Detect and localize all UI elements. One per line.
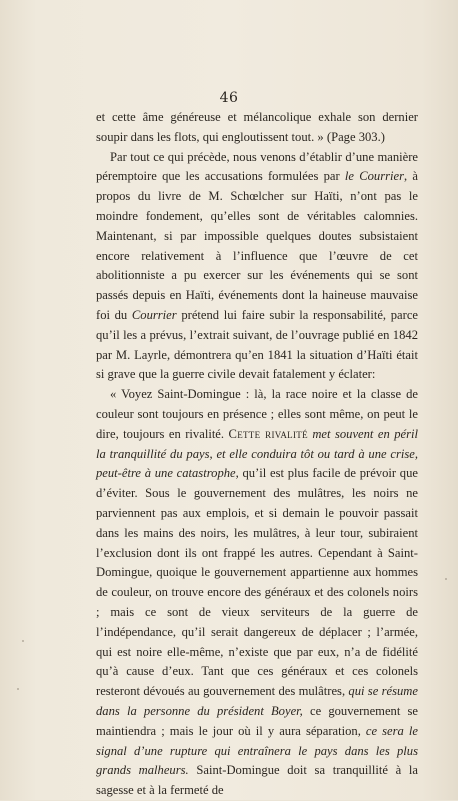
body-text	[96, 108, 418, 801]
text-segment: , à propos du livre de M. Schœlcher sur Haïti, n’ont pas le moindre fondement, qu’elles sont de véritables calomnies. Maintenant, si par impossible quelques doutes subsistaient encore relativement à l’influence que l’œuvre de cet abolitionniste a pu exercer sur les événements qui se sont passés depuis en Haïti, événements dont la haineuse mauvaise foi du	[96, 169, 418, 322]
page-number: 46	[219, 90, 239, 106]
text-segment: ce gouvernement se maintiendra ; mais le jour où il y aura séparation,	[96, 703, 419, 738]
italic-segment: met souvent en péril la tranquillité du pays, et elle conduira tôt ou tard à une crise, peut-être à une catastrophe,	[96, 426, 418, 481]
text-segment: Saint-Domingue doit sa tranquillité à la sagesse et à la fermeté de	[96, 763, 418, 798]
paper-speck	[445, 578, 447, 580]
italic-segment: Courrier	[131, 307, 177, 322]
text-segment: « Voyez Saint-Domingue : là, la race noire et la classe de couleur sont toujours en présence ; elles sont même, on peut le dire, toujours en rivalité.	[96, 387, 418, 441]
text-segment: qu’il est plus facile de prévoir que d’éviter. Sous le gouvernement des mulâtres, les noirs ne parviennent pas aux emplois, et si demain le pouvoir passait dans les mains des noirs, les mulâtres, à leur tour, subiraient l’exclusion dont ils ont frappé les autres. Cependant à Saint-Domingue, quoique le gouvernement appartienne aux hommes de couleur, on trouve encore des généraux et des colonels noirs ; mais ce sont de vieux serviteurs de la guerre de l’indépendance, qu’il serait dangereux de déplacer ; l’armée, qui est noire elle-même, n’existe que par eux, n’a de fidélité qu’à cause d’eux. Tant que ces généraux et ces colonels resteront dévoués au gouvernement des mulâtres,	[96, 466, 418, 699]
italic-segment: le Courrier	[344, 169, 405, 184]
paragraph-quotation	[96, 385, 418, 801]
paper-speck	[22, 640, 24, 642]
text-segment: prétend lui faire subir la responsabilité, parce qu’il les a prévus, l’extrait suivant, de l’ouvrage publié en 1842 par M. Layrle, démontrera qu’en 1841 la situation d’Haïti était si grave que la guerre civile devait fatalement y éclater:	[96, 307, 418, 382]
paper-speck	[17, 688, 19, 690]
italic-segment: qui se résume dans la personne du président Boyer,	[96, 684, 418, 718]
text-segment: Par tout ce qui précède, nous venons d’établir d’une manière péremptoire que les accusations formulées par	[96, 149, 418, 184]
italic-segment: ce sera le signal d’une rupture qui entraînera le pays dans les plus grands malheurs.	[96, 723, 418, 778]
paragraph-argument	[96, 148, 418, 386]
smallcaps-segment: Cette rivalité	[228, 426, 308, 441]
text-segment: et cette âme généreuse et mélancolique exhale son dernier soupir dans les flots, qui engloutissent tout. » (Page 303.)	[96, 110, 418, 144]
paragraph-continuation	[96, 108, 418, 148]
